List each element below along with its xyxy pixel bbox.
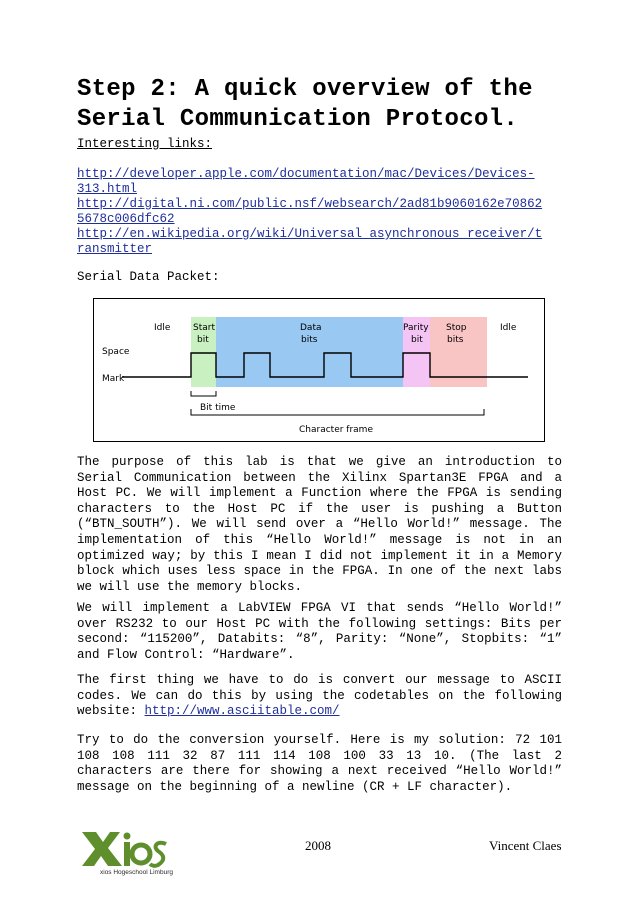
link-ni-line2[interactable]: 5678c006dfc62: [77, 212, 175, 226]
link-wikipedia-line1[interactable]: http://en.wikipedia.org/wiki/Universal_asynchronous_receiver/t: [77, 227, 543, 241]
label-start-l2: bit: [197, 335, 209, 345]
link-ni-line1[interactable]: http://digital.ni.com/public.nsf/websearch/2ad81b9060162e70862: [77, 197, 543, 211]
link-apple-line1[interactable]: http://developer.apple.com/documentation/mac/Devices/Devices-: [77, 167, 535, 181]
label-idle-left: Idle: [154, 323, 171, 333]
logo-subtitle: xios Hogeschool Limburg: [100, 869, 173, 876]
serial-packet-svg: [94, 299, 544, 441]
footer-author: Vincent Claes: [489, 838, 562, 853]
links-list: [77, 167, 542, 257]
paragraph-ascii: [77, 673, 562, 720]
bit-time-bracket: [191, 391, 216, 396]
label-idle-right: Idle: [500, 323, 517, 333]
link-apple-line2[interactable]: 313.html: [77, 182, 138, 196]
paragraph-ascii-text: The first thing we have to do is convert our message to ASCII codes. We can do this by using the codetables on the following website:: [77, 673, 562, 719]
paragraph-purpose: The purpose of this lab is that we give an introduction to Serial Communication between the Xilinx Spartan3E FPGA and a Host PC. We will implement a Function where the FPGA is sending characters to the Host PC if the user is pushing a Button (“BTN_SOUTH”). We will send over a “Hello World!” message. The implementation of this “Hello World!” message is not in an optimized way; by this I mean I did not implement it in a Memory block which uses less space in the FPGA. In one of the next labs we will use the memory blocks.: [77, 455, 562, 594]
label-data-l1: Data: [300, 323, 322, 333]
footer-year: 2008: [305, 838, 331, 853]
xios-logo-icon: [78, 826, 178, 876]
label-bit-time: Bit time: [200, 403, 236, 413]
paragraph-settings: We will implement a LabVIEW FPGA VI that sends “Hello World!” over RS232 to our Host PC with the following settings: Bits per second: “115200”, Databits: “8”, Parity: “None”, Stopbits: “1” and Flow Control: “Hardware”.: [77, 601, 562, 662]
serial-packet-diagram: [93, 298, 545, 442]
page-footer: [0, 826, 638, 886]
page-title: [77, 75, 577, 135]
label-space: Space: [102, 347, 130, 357]
title-line-1: Step 2: A quick overview of the: [77, 76, 533, 103]
paragraph-solution: Try to do the conversion yourself. Here is my solution: 72 101 108 108 111 32 87 111 114 108 100 33 13 10. (The last 2 characters are there for showing a next received “Hello World!” message on the beginning of a newline (CR + LF character).: [77, 733, 562, 794]
label-start-l1: Start: [193, 323, 215, 333]
label-parity-l2: bit: [411, 335, 423, 345]
label-stop-l1: Stop: [446, 323, 467, 333]
label-parity-l1: Parity: [403, 323, 429, 333]
packet-caption: Serial Data Packet:: [77, 270, 220, 284]
label-mark: Mark: [102, 374, 125, 384]
label-character-frame: Character frame: [299, 425, 373, 435]
link-wikipedia-line2[interactable]: ransmitter: [77, 242, 153, 256]
link-asciitable[interactable]: http://www.asciitable.com/: [144, 704, 340, 719]
label-data-l2: bits: [301, 335, 318, 345]
title-line-2: Serial Communication Protocol.: [77, 106, 519, 133]
label-stop-l2: bits: [447, 335, 464, 345]
links-heading: Interesting links:: [77, 137, 213, 151]
